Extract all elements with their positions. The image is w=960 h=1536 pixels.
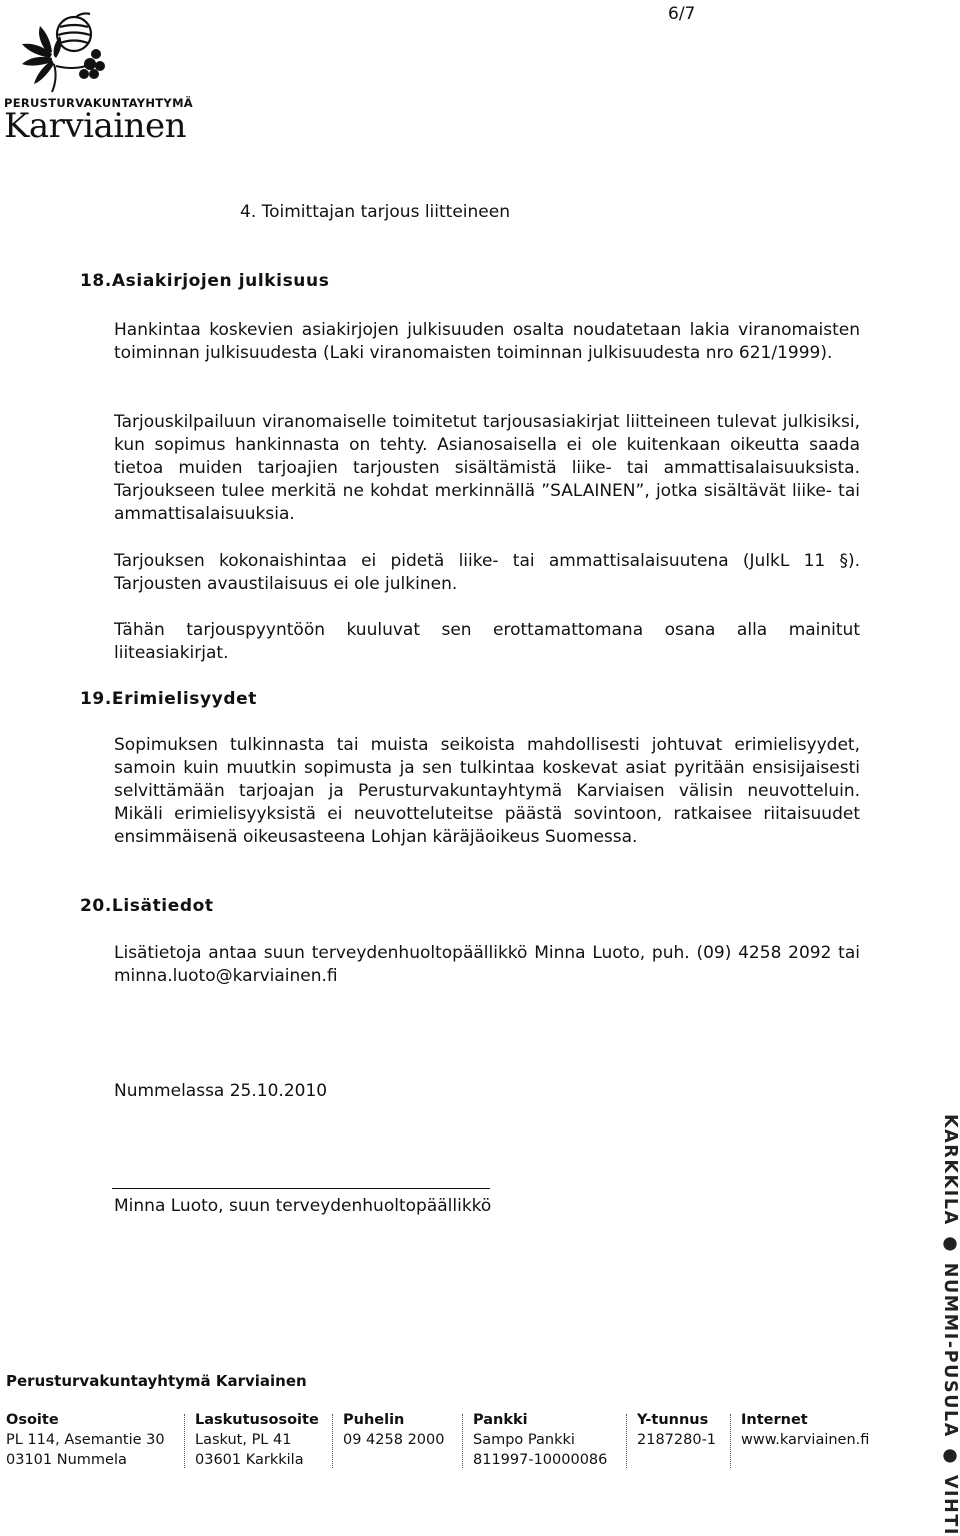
footer-billing-line2: 03601 Karkkila [195, 1452, 304, 1468]
footer-internet [741, 1410, 869, 1450]
footer-billing-label: Laskutusosoite [195, 1412, 319, 1428]
footer-business-id [637, 1410, 716, 1450]
municipalities-side-text: KARKKILA ● NUMMI-PUSULA ● VIHTI [940, 1114, 960, 1536]
page-number: 6/7 [668, 4, 696, 24]
footer-divider [626, 1414, 627, 1468]
signature-name: Minna Luoto, suun terveydenhuoltopäällikkö [114, 1196, 492, 1216]
footer-billing [195, 1410, 319, 1470]
signature-line [112, 1188, 490, 1189]
section-19-heading: 19.Erimielisyydet [80, 689, 257, 709]
footer-divider [332, 1414, 333, 1468]
footer-business-id-line1: 2187280-1 [637, 1432, 717, 1448]
section-18-paragraph-1: Hankintaa koskevien asiakirjojen julkisuuden osalta noudatetaan lakia viranomaisten toiminnan julkisuudesta (Laki viranomaisten toiminnan julkisuudesta nro 621/1999). [114, 320, 860, 363]
section-20-paragraph-1: Lisätietoja antaa suun terveydenhuoltopäällikkö Minna Luoto, puh. (09) 4258 2092 tai minna.luoto@karviainen.fi [114, 943, 860, 986]
footer-billing-line1: Laskut, PL 41 [195, 1432, 292, 1448]
logo-org-name: Karviainen [4, 106, 187, 146]
section-18-paragraph-2: Tarjouskilpailuun viranomaiselle toimitetut tarjousasiakirjat liitteineen tulevat julkisiksi, kun sopimus hankinnasta on tehty. Asianosaisella ei ole kuitenkaan oikeutta saada tietoa muiden tarjoajien tarjousten sisältämistä liike- tai ammattisalaisuuksista. Tarjoukseen tulee merkitä ne kohdat merkinnällä ”SALAINEN”, jotka sisältävät liike- tai ammattisalaisuuksia. [114, 412, 860, 524]
leaf-logo-icon [4, 8, 116, 94]
section-18-paragraph-3: Tarjouksen kokonaishintaa ei pidetä liike- tai ammattisalaisuutena (JulkL 11 §). Tarjousten avaustilaisuus ei ole julkinen. [114, 551, 860, 594]
footer-phone [343, 1410, 444, 1450]
footer-business-id-label: Y-tunnus [637, 1412, 709, 1428]
footer-org-name: Perusturvakuntayhtymä Karviainen [6, 1372, 307, 1390]
footer-divider [184, 1414, 185, 1468]
footer-divider [730, 1414, 731, 1468]
footer-bank-label: Pankki [473, 1412, 528, 1428]
footer-internet-label: Internet [741, 1412, 808, 1428]
footer-address-line2: 03101 Nummela [6, 1452, 127, 1468]
list-item: 4. Toimittajan tarjous liitteineen [240, 202, 510, 222]
footer-website-link[interactable]: www.karviainen.fi [741, 1432, 870, 1448]
section-18-heading: 18.Asiakirjojen julkisuus [80, 271, 330, 291]
footer-divider [462, 1414, 463, 1468]
section-19-paragraph-1: Sopimuksen tulkinnasta tai muista seikoista mahdollisesti johtuvat erimielisyydet, samoin kuin muutkin sopimusta ja sen tulkintaa koskevat asiat pyritään ensisijaisesti selvittämään tarjoajan ja Perusturvakuntayhtymä Karviaisen välisin neuvotteluin. Mikäli erimielisyyksistä ei neuvotteluteitse päästä sovintoon, ratkaisee riitaisuudet ensimmäisenä oikeusasteena Lohjan käräjäoikeus Suomessa. [114, 735, 860, 847]
footer-phone-line1: 09 4258 2000 [343, 1432, 445, 1448]
footer-bank-line1: Sampo Pankki [473, 1432, 575, 1448]
logo-org-small: PERUSTURVAKUNTAYHTYMÄ [4, 96, 194, 110]
footer-phone-label: Puhelin [343, 1412, 405, 1428]
footer-address [6, 1410, 165, 1470]
footer-bank-line2: 811997-10000086 [473, 1452, 608, 1468]
karviainen-logo [4, 8, 194, 146]
footer-address-line1: PL 114, Asemantie 30 [6, 1432, 165, 1448]
footer-bank [473, 1410, 607, 1470]
footer-address-label: Osoite [6, 1412, 59, 1428]
section-18-paragraph-4: Tähän tarjouspyyntöön kuuluvat sen erottamattomana osana alla mainitut liiteasiakirjat. [114, 620, 860, 663]
section-20-heading: 20.Lisätiedot [80, 896, 214, 916]
place-date: Nummelassa 25.10.2010 [114, 1081, 328, 1101]
